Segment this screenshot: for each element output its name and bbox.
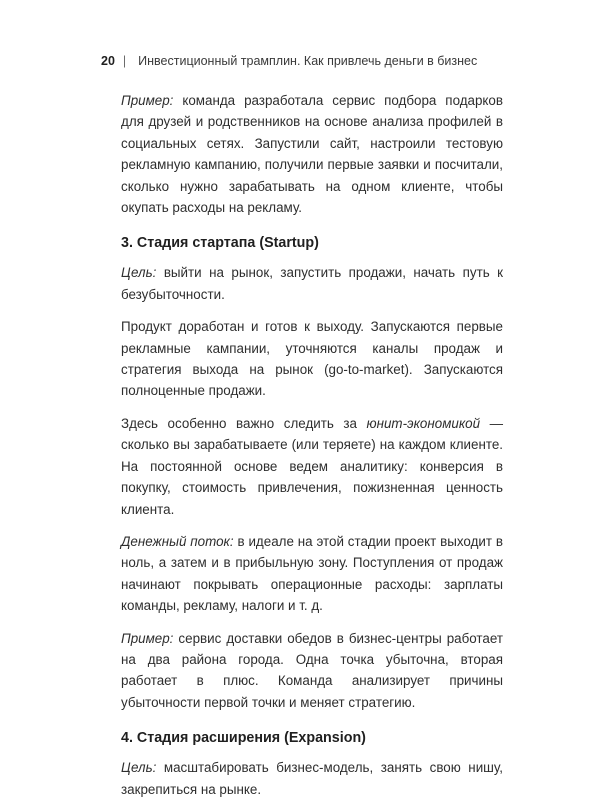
book-title: Инвестиционный трамплин. Как привлечь деньги в бизнес [138,54,478,68]
page-content [121,90,503,811]
paragraph-cash-flow [121,531,503,617]
running-header [101,52,541,70]
paragraph-example-delivery [121,628,503,714]
paragraph-text: масштабировать бизнес-модель, занять свою нишу, закрепиться на рынке. [121,760,503,797]
paragraph-example-gifts [121,90,503,218]
paragraph-text: в идеале на этой стадии проект выходит в ноль, а затем и в прибыльную зону. Поступления от продаж начинают покрывать операционные расходы: зарплаты команды, рекламу, налоги и т. д. [121,533,503,614]
paragraph-unit-economics [121,413,503,520]
paragraph-text: сервис доставки обедов в бизнес-центры работает на два района города. Одна точка убыточна, вторая работает в плюс. Команда анализирует причины убыточности первой точки и меняет стратегию. [121,630,503,710]
paragraph-product-launch: Продукт доработан и готов к выходу. Запускаются первые рекламные кампании, уточняются каналы продаж и стратегия выхода на рынок (go-to-market). Запускаются полноценные продажи. [121,319,503,399]
header-separator: | [122,54,127,68]
goal-label: Цель: [121,760,157,776]
unit-economics-term: юнит-экономикой [366,415,481,431]
paragraph-text: — сколько вы зарабатываете (или теряете) на каждом клиенте. На постоянной основе ведем аналитику: конверсия в покупку, стоимость привлечения, пожизненная ценность клиента. [121,415,503,517]
paragraph-goal-startup [121,262,503,305]
page-number: 20 [101,54,115,68]
paragraph-text: выйти на рынок, запустить продажи, начать путь к безубыточности. [121,265,503,302]
example-label: Пример: [121,93,174,108]
example-label: Пример: [121,630,174,646]
section-heading-startup: 3. Стадия стартапа (Startup) [121,235,319,252]
cash-flow-label: Денежный поток: [121,533,234,549]
section-heading-expansion: 4. Стадия расширения (Expansion) [121,730,366,747]
paragraph-text: команда разработала сервис подбора подарков для друзей и родственников на основе анализа профилей в социальных сетях. Запустили сайт, настроили тестовую рекламную кампанию, получили первые заявки и посчитали, сколько нужно зарабатывать на одном клиенте, чтобы окупать расходы на рекламу. [121,93,503,216]
paragraph-goal-expansion [121,757,503,800]
paragraph-text: Здесь особенно важно следить за [121,415,367,431]
goal-label: Цель: [121,265,157,281]
